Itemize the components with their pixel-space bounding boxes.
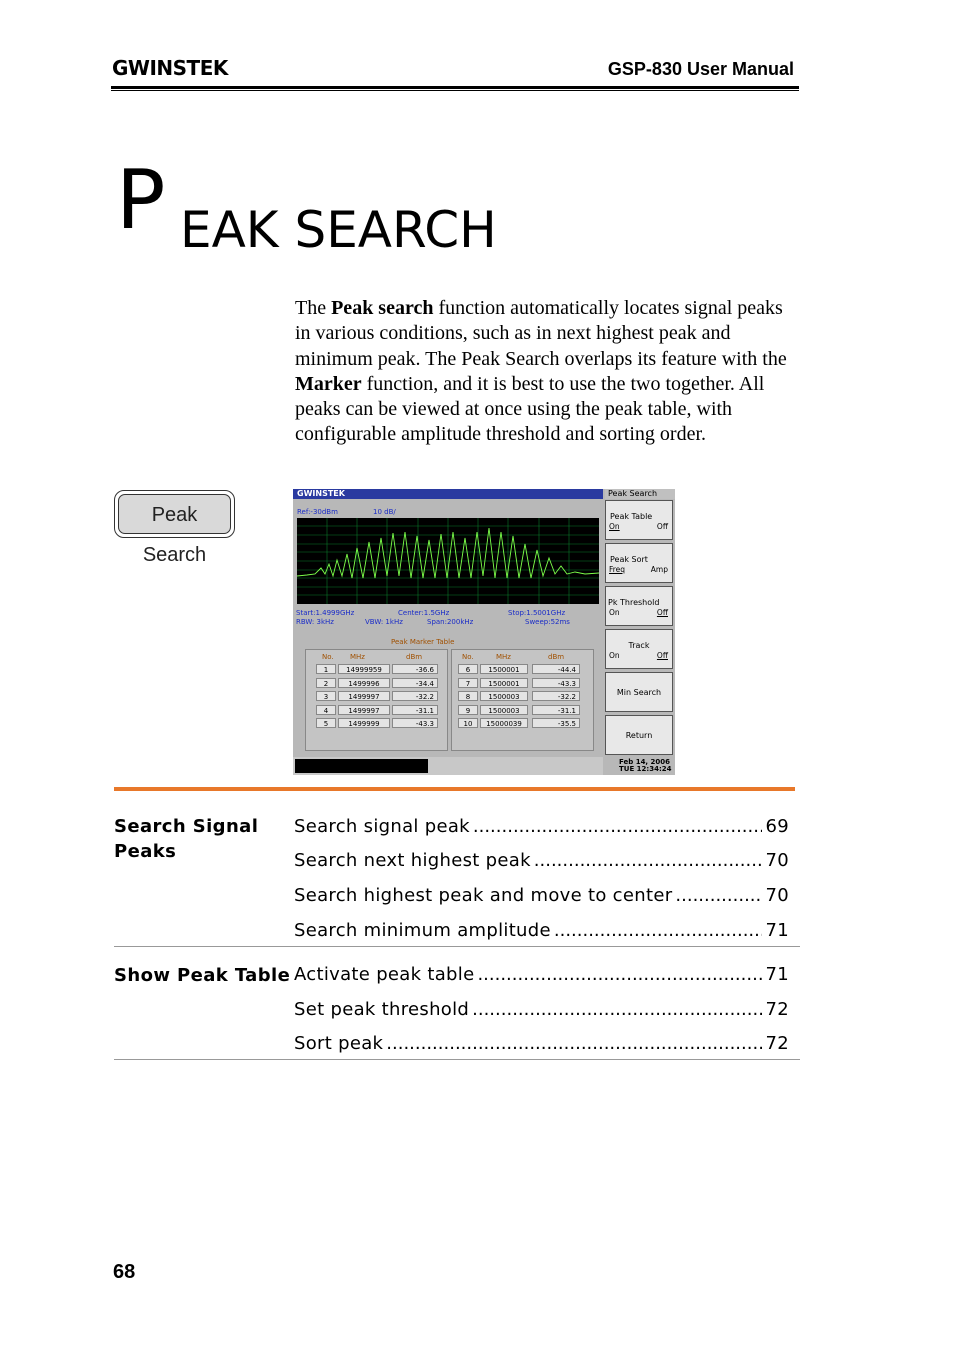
col-header: MHz — [350, 653, 365, 661]
toc-page-number: 72 — [765, 1033, 789, 1054]
table-cell: 1499996 — [338, 678, 390, 688]
chapter-title-initial: P — [116, 153, 166, 248]
toc-page-number: 72 — [765, 999, 789, 1020]
table-cell: 1500003 — [480, 705, 528, 715]
toc-entry[interactable] — [294, 849, 789, 873]
section-label-show-peak-table: Show Peak Table — [114, 965, 291, 986]
toc-leader — [473, 815, 763, 839]
toc-page-number: 71 — [765, 920, 789, 941]
center-freq: Center:1.5GHz — [398, 609, 450, 617]
col-header: No. — [322, 653, 334, 661]
softkey-option-amp: Amp — [650, 565, 668, 574]
softkey-label: Min Search — [616, 688, 662, 697]
softkey-peak-table[interactable] — [605, 500, 673, 540]
spectrum-plot — [297, 518, 599, 604]
softkey-track[interactable] — [605, 629, 673, 669]
table-cell: 4 — [316, 705, 336, 715]
peak-table-right — [451, 649, 594, 751]
table-cell: 15000039 — [480, 718, 528, 728]
softkey-pk-threshold[interactable] — [605, 586, 673, 626]
toc-leader — [534, 849, 763, 873]
peak-search-key: Peak Search — [118, 494, 231, 534]
toc-entry-title: Sort peak — [294, 1033, 384, 1054]
table-cell: 1499997 — [338, 705, 390, 715]
softkey-option-off: Off — [656, 651, 668, 660]
gwinstek-logo: GWINSTEK — [112, 56, 228, 80]
toc-entry[interactable] — [294, 919, 789, 943]
col-header: MHz — [496, 653, 511, 661]
table-cell: 5 — [316, 718, 336, 728]
table-cell: -43.3 — [392, 718, 438, 728]
table-cell: 14999959 — [338, 664, 390, 674]
table-cell: 2 — [316, 678, 336, 688]
toc-entry-title: Search highest peak and move to center — [294, 885, 673, 906]
marker-label: 2 — [389, 520, 394, 528]
chapter-title-rest: EAK SEARCH — [180, 201, 497, 259]
section-label-line: Search Signal — [114, 816, 259, 837]
table-cell: -31.1 — [532, 705, 580, 715]
softkey-peak-sort[interactable] — [605, 543, 673, 583]
stop-freq: Stop:1.5001GHz — [508, 609, 566, 617]
softkey-label: Track — [628, 641, 650, 650]
table-cell: -34.4 — [392, 678, 438, 688]
table-cell: -32.2 — [532, 691, 580, 701]
table-cell: 1500001 — [480, 678, 528, 688]
rbw: RBW: 3kHz — [296, 618, 334, 626]
marker-label: 3 — [402, 520, 407, 528]
softkey-option-on: On — [609, 608, 620, 617]
table-cell: 1 — [316, 664, 336, 674]
screen-date: Feb 14, 2006 — [619, 758, 671, 766]
softkey-menu-title: Peak Search — [605, 489, 675, 499]
softkey-option-off: Off — [656, 608, 668, 617]
peak-marker-table-title: Peak Marker Table — [391, 638, 455, 646]
toc-leader — [554, 919, 763, 943]
table-cell: 3 — [316, 691, 336, 701]
manual-title: GSP-830 User Manual — [607, 59, 794, 79]
toc-entry-title: Set peak threshold — [294, 999, 470, 1020]
toc-separator — [114, 946, 800, 947]
table-cell: -44.4 — [532, 664, 580, 674]
ref-level: Ref:-30dBm — [297, 508, 338, 516]
softkey-label: Peak Sort — [610, 555, 648, 564]
table-cell: -43.3 — [532, 678, 580, 688]
toc-leader — [386, 1032, 762, 1056]
table-cell: 1499997 — [338, 691, 390, 701]
peak-table-left — [305, 649, 448, 751]
table-cell: 8 — [458, 691, 478, 701]
input-display — [295, 759, 428, 773]
col-header: dBm — [406, 653, 423, 661]
toc-entry-title: Search next highest peak — [294, 850, 531, 871]
softkey-label: Pk Threshold — [608, 598, 660, 607]
softkey-option-off: Off — [656, 522, 668, 531]
screen-logo: GWINSTEK — [297, 489, 345, 498]
toc-separator — [114, 1059, 800, 1060]
screen-time: TUE 12:34:24 — [619, 765, 672, 773]
toc-entry[interactable] — [294, 1032, 789, 1056]
marker-label: 5 — [432, 521, 437, 529]
intro-bold-peak-search: Peak search — [331, 297, 434, 319]
toc-leader — [472, 998, 762, 1022]
softkey-label: Return — [625, 731, 653, 740]
table-cell: -31.1 — [392, 705, 438, 715]
toc-entry-title: Activate peak table — [294, 964, 475, 985]
toc-entry[interactable] — [294, 815, 789, 839]
page-number: 68 — [113, 1261, 136, 1283]
toc-leader — [477, 963, 762, 987]
table-cell: 6 — [458, 664, 478, 674]
table-cell: 10 — [458, 718, 478, 728]
col-header: dBm — [548, 653, 565, 661]
toc-entry[interactable] — [294, 963, 789, 987]
sweep: Sweep:52ms — [525, 618, 570, 626]
section-label-search-signal-peaks — [114, 814, 258, 864]
intro-text-3: function, and it is best to use the two together. All peaks can be viewed at once using the peak table, with configurable amplitude threshold and sorting order. — [295, 372, 765, 446]
table-cell: -32.2 — [392, 691, 438, 701]
intro-paragraph — [295, 296, 795, 448]
softkey-option-on: On — [609, 522, 620, 531]
marker-label: 10 — [503, 521, 513, 529]
toc-page-number: 70 — [765, 885, 789, 906]
table-cell: 1499999 — [338, 718, 390, 728]
table-cell: 1500001 — [480, 664, 528, 674]
screen-datetime — [619, 759, 672, 773]
toc-page-number: 70 — [765, 850, 789, 871]
toc-entry[interactable] — [294, 884, 789, 908]
softkey-label: Peak Table — [610, 512, 653, 521]
table-cell: -36.6 — [392, 664, 438, 674]
marker-label: 9 — [490, 519, 495, 527]
toc-page-number: 69 — [765, 816, 789, 837]
intro-text-2: function automatically locates signal peaks in various conditions, such as in next highest peak and minimum peak. The Peak Search overlaps its feature with the — [295, 297, 787, 370]
section-divider — [114, 787, 795, 791]
span: Span:200kHz — [427, 618, 474, 626]
softkey-min-search[interactable] — [605, 672, 673, 712]
marker-label: 7 — [460, 521, 465, 529]
toc-entry-title: Search minimum amplitude — [294, 920, 551, 941]
softkey-option-on: On — [609, 651, 620, 660]
table-cell: 9 — [458, 705, 478, 715]
toc-leader — [675, 884, 762, 908]
scale: 10 dB/ — [373, 508, 396, 516]
table-cell: 1500003 — [480, 691, 528, 701]
table-cell: -35.5 — [532, 718, 580, 728]
header-rule-thin — [111, 90, 799, 91]
toc-entry[interactable] — [294, 998, 789, 1022]
vbw: VBW: 1kHz — [365, 618, 403, 626]
intro-bold-marker: Marker — [295, 372, 362, 395]
analyzer-screenshot — [293, 489, 675, 775]
start-freq: Start:1.4999GHz — [296, 609, 355, 617]
toc-page-number: 71 — [765, 964, 789, 985]
section-label-line: Peaks — [114, 841, 177, 862]
softkey-return[interactable] — [605, 715, 673, 755]
softkey-option-freq: Freq — [609, 565, 626, 574]
intro-text-1: The — [295, 297, 332, 319]
col-header: No. — [462, 653, 474, 661]
header-rule — [111, 86, 799, 89]
table-cell: 7 — [458, 678, 478, 688]
toc-entry-title: Search signal peak — [294, 816, 470, 837]
